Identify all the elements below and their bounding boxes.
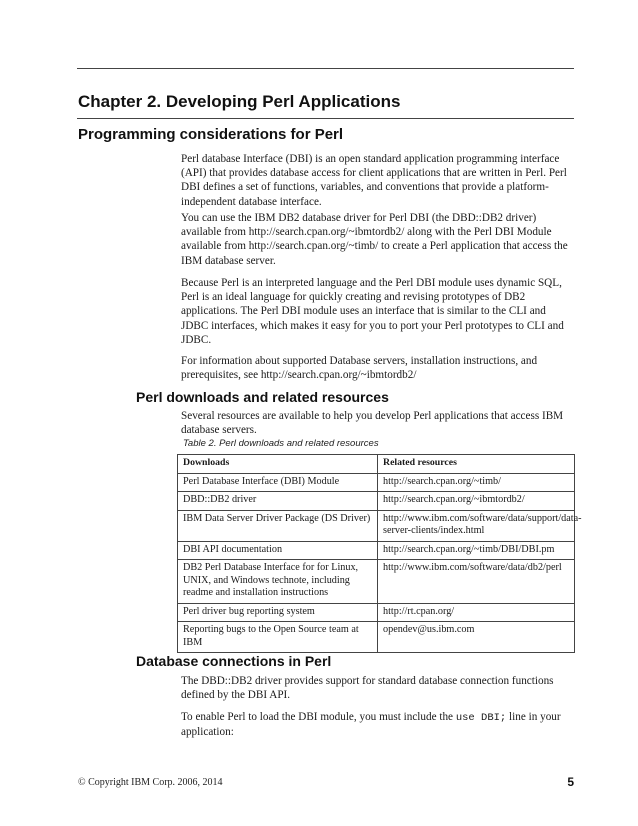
- table-row: [178, 603, 575, 622]
- download-cell: IBM Data Server Driver Package (DS Driver): [178, 510, 378, 541]
- downloads-intro-paragraph: Several resources are available to help you develop Perl applications that access IBM database servers.: [181, 410, 564, 437]
- download-cell: DB2 Perl Database Interface for for Linux, UNIX, and Windows technote, including readme and installation instructions: [178, 560, 378, 604]
- use-dbi-text-before: To enable Perl to load the DBI module, you must include the: [181, 711, 456, 723]
- resource-link-cell[interactable]: http://www.ibm.com/software/data/db2/perl: [378, 560, 575, 604]
- downloads-table: [177, 454, 582, 653]
- table-row: [178, 492, 575, 511]
- connections-subsection-title: Database connections in Perl: [136, 653, 332, 669]
- table-row: [178, 473, 575, 492]
- resource-link-cell[interactable]: http://rt.cpan.org/: [378, 603, 575, 622]
- download-cell: Reporting bugs to the Open Source team at IBM: [178, 622, 378, 653]
- download-cell: Perl driver bug reporting system: [178, 603, 378, 622]
- resource-link-cell[interactable]: http://search.cpan.org/~timb/: [378, 473, 575, 492]
- resource-link-cell[interactable]: http://search.cpan.org/~timb/DBI/DBI.pm: [378, 541, 575, 560]
- chapter-title: Chapter 2. Developing Perl Applications: [78, 92, 401, 111]
- resources-column-header: Related resources: [378, 455, 575, 474]
- downloads-column-header: Downloads: [178, 455, 378, 474]
- table-header-row: [178, 455, 575, 474]
- chapter-rule: [77, 118, 574, 119]
- table-row: [178, 510, 575, 541]
- use-dbi-code: use DBI;: [455, 712, 507, 724]
- download-cell: Perl Database Interface (DBI) Module: [178, 473, 378, 492]
- use-dbi-text-after: line in your application:: [181, 711, 561, 739]
- resource-link-cell[interactable]: http://www.ibm.com/software/data/support/data-server-clients/index.html: [378, 510, 575, 541]
- table-row: [178, 541, 575, 560]
- db2-driver-paragraph: You can use the IBM DB2 database driver for Perl DBI (the DBD::DB2 driver) available from http://search.cpan.org/~ibmtordb2/ along with the Perl DBI Module available from http://search.cpan.org/~timb/ to create a Perl application that access the IBM database server.: [181, 212, 568, 267]
- download-cell: DBI API documentation: [178, 541, 378, 560]
- downloads-subsection-title: Perl downloads and related resources: [136, 389, 389, 405]
- download-cell: DBD::DB2 driver: [178, 492, 378, 511]
- resource-email-cell[interactable]: opendev@us.ibm.com: [378, 622, 575, 653]
- table-row: [178, 622, 575, 653]
- dbi-intro-paragraph: Perl database Interface (DBI) is an open standard application programming interface (API) that provides database access for client applications that are written in Perl. Perl DBI defines a set of functions, variables, and conventions that provide a platform-independent database interface.: [181, 153, 567, 208]
- resource-link-cell[interactable]: http://search.cpan.org/~ibmtordb2/: [378, 492, 575, 511]
- connections-paragraph: The DBD::DB2 driver provides support for standard database connection functions defined by the DBI API.: [181, 675, 554, 702]
- page-number: 5: [567, 775, 574, 789]
- supported-servers-paragraph: For information about supported Database servers, installation instructions, and prerequisites, see http://search.cpan.org/~ibmtordb2/: [181, 355, 538, 382]
- table-caption: Table 2. Perl downloads and related resources: [183, 438, 379, 449]
- section-title: Programming considerations for Perl: [78, 126, 344, 143]
- top-rule: [77, 68, 574, 69]
- interpreted-language-paragraph: Because Perl is an interpreted language and the Perl DBI module uses dynamic SQL, Perl is an ideal language for quickly creating and revising prototypes of DB2 applications. The Perl DBI module uses an interface that is similar to the CLI and JDBC interfaces, which makes it easy for you to port your Perl prototypes to CLI and JDBC.: [181, 277, 564, 346]
- table-row: [178, 560, 575, 604]
- use-dbi-paragraph: [181, 710, 574, 739]
- copyright-footer: © Copyright IBM Corp. 2006, 2014: [78, 777, 223, 788]
